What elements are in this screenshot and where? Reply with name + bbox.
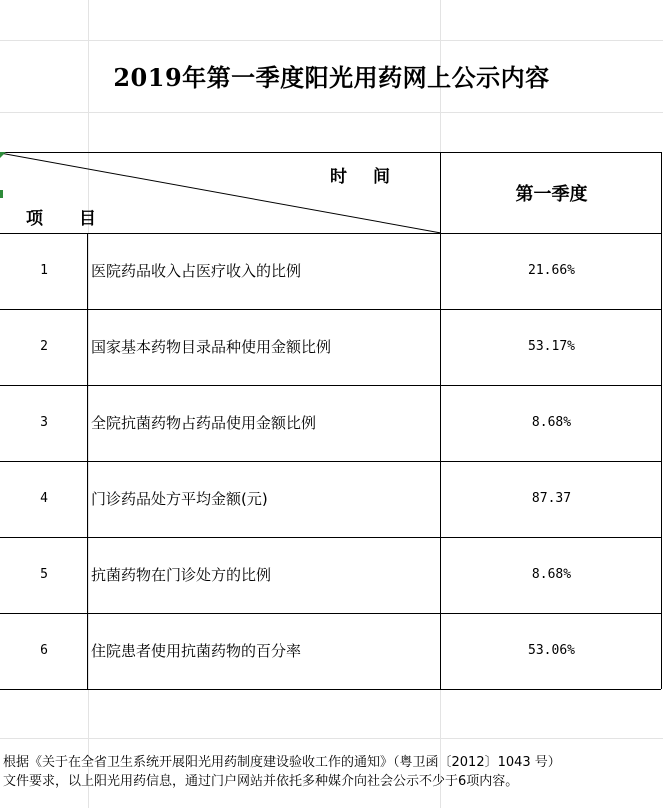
row-item-name: 医院药品收入占医疗收入的比例	[91, 262, 302, 280]
row-value: 8.68%	[531, 415, 572, 430]
row-item-name: 国家基本药物目录品种使用金额比例	[91, 338, 332, 356]
row-value: 53.17%	[528, 339, 575, 354]
row-value: 8.68%	[531, 567, 572, 582]
row-number: 6	[40, 643, 48, 658]
row-value: 87.37	[531, 491, 572, 506]
gridline	[0, 112, 663, 113]
row-value: 21.66%	[528, 263, 575, 278]
row-number: 1	[40, 263, 48, 278]
table-row	[0, 461, 661, 537]
header-time-label: 时 间	[330, 167, 392, 187]
page-title: 2019年第一季度阳光用药网上公示内容	[113, 63, 550, 92]
footnote-line: 根据《关于在全省卫生系统开展阳光用药制度建设验收工作的通知》（粤卫函〔2012〕1043 号）	[3, 755, 561, 770]
gridline	[0, 738, 663, 739]
footnote	[3, 753, 561, 791]
row-number: 4	[40, 491, 48, 506]
table-row	[0, 233, 661, 309]
row-item-name: 抗菌药物在门诊处方的比例	[91, 566, 272, 584]
row-number: 5	[40, 567, 48, 582]
error-marker	[0, 190, 3, 198]
row-value: 53.06%	[528, 643, 575, 658]
table-bottom-border	[0, 689, 661, 690]
cell-corner-marker	[0, 152, 6, 158]
header-period-label: 第一季度	[515, 184, 588, 205]
table-row	[0, 309, 661, 385]
table-row	[0, 613, 661, 689]
row-number: 3	[40, 415, 48, 430]
row-item-name: 住院患者使用抗菌药物的百分率	[91, 642, 302, 660]
table-row	[0, 537, 661, 613]
row-number: 2	[40, 339, 48, 354]
gridline	[0, 40, 663, 41]
row-item-name: 门诊药品处方平均金额(元)	[91, 490, 268, 508]
row-item-name: 全院抗菌药物占药品使用金额比例	[91, 414, 317, 432]
header-item-label: 项 目	[26, 209, 96, 229]
footnote-line: 文件要求，以上阳光用药信息，通过门户网站并依托多种媒介向社会公示不少于6项内容。	[3, 774, 519, 789]
table-row	[0, 385, 661, 461]
